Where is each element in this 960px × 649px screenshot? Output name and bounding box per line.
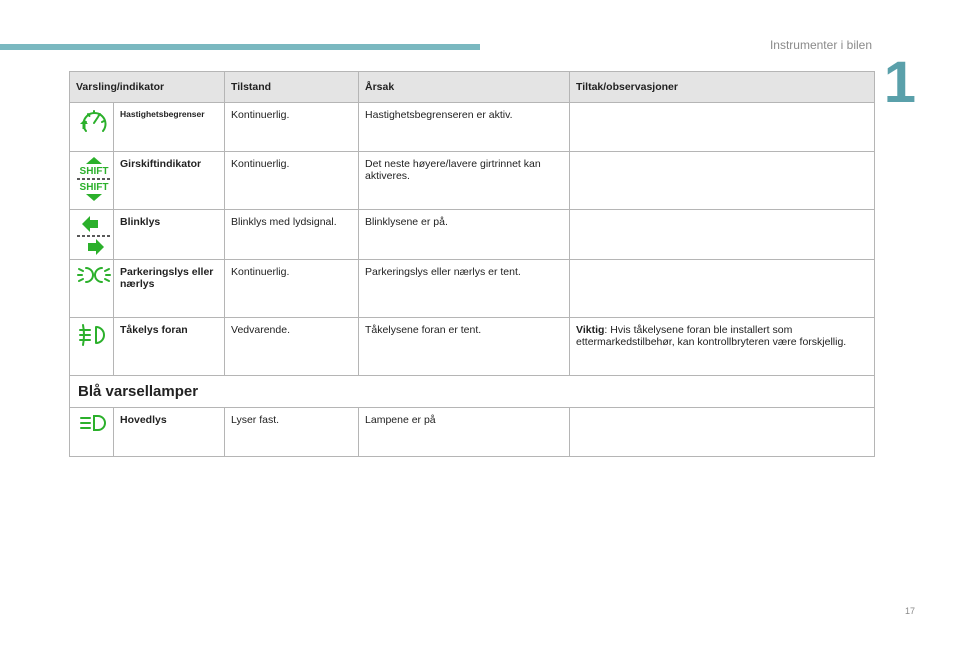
icon-cell <box>70 260 114 318</box>
warning-lamps-table <box>69 71 875 457</box>
indicator-state: Kontinuerlig. <box>225 260 359 318</box>
indicator-state: Blinklys med lydsignal. <box>225 210 359 260</box>
icon-cell <box>70 408 114 457</box>
indicator-action <box>570 408 875 457</box>
indicator-state: Kontinuerlig. <box>225 152 359 210</box>
gear-shift-indicator-icon <box>76 156 112 202</box>
front-fog-lights-icon <box>76 322 112 350</box>
indicator-action <box>570 152 875 210</box>
page-number: 17 <box>904 606 915 616</box>
indicator-cause: Det neste høyere/lavere girtrinnet kan aktiveres. <box>359 152 570 210</box>
table-row <box>70 210 875 260</box>
table-row <box>70 408 875 457</box>
indicator-action <box>570 103 875 152</box>
indicator-name: Blinklys <box>114 210 225 260</box>
indicator-cause: Parkeringslys eller nærlys er tent. <box>359 260 570 318</box>
shift-down-label: SHIFT <box>79 182 109 193</box>
indicator-name: Girskiftindikator <box>114 152 225 210</box>
indicator-state: Kontinuerlig. <box>225 103 359 152</box>
indicator-cause: Lampene er på <box>359 408 570 457</box>
column-header-action: Tiltak/observasjoner <box>570 72 875 103</box>
table-row <box>70 260 875 318</box>
indicator-name: Parkeringslys eller nærlys <box>114 260 225 318</box>
indicator-state: Lyser fast. <box>225 408 359 457</box>
column-header-cause: Årsak <box>359 72 570 103</box>
shift-up-label: SHIFT <box>79 166 109 177</box>
icon-cell <box>70 103 114 152</box>
speed-limiter-icon <box>76 107 110 137</box>
column-header-state: Tilstand <box>225 72 359 103</box>
section-title: Instrumenter i bilen <box>769 38 872 52</box>
indicator-name: Hastighetsbegrenser <box>114 103 225 152</box>
parking-lights-icon <box>76 264 112 288</box>
indicator-action <box>570 210 875 260</box>
action-text: : Hvis tåkelysene foran ble installert som ettermarkedstilbehør, kan kontrollbryteren være forskjellig. <box>576 324 847 348</box>
table-row <box>70 103 875 152</box>
indicator-action <box>570 260 875 318</box>
turn-signal-icon <box>76 214 112 256</box>
indicator-state: Vedvarende. <box>225 318 359 376</box>
indicator-cause: Hastighetsbegrenseren er aktiv. <box>359 103 570 152</box>
chapter-number: 1 <box>883 50 916 115</box>
header-accent-bar <box>0 44 480 50</box>
indicator-name: Hovedlys <box>114 408 225 457</box>
icon-cell <box>70 318 114 376</box>
column-header-indicator: Varsling/indikator <box>70 72 225 103</box>
table-row <box>70 152 875 210</box>
icon-cell <box>70 210 114 260</box>
indicator-action <box>570 318 875 376</box>
table-header-row <box>70 72 875 103</box>
section-heading: Blå varsellamper <box>70 376 875 408</box>
table-row <box>70 318 875 376</box>
section-heading-row <box>70 376 875 408</box>
indicator-cause: Tåkelysene foran er tent. <box>359 318 570 376</box>
action-lead: Viktig <box>576 324 605 336</box>
main-beam-icon <box>76 412 112 436</box>
icon-cell <box>70 152 114 210</box>
indicator-cause: Blinklysene er på. <box>359 210 570 260</box>
indicator-name: Tåkelys foran <box>114 318 225 376</box>
